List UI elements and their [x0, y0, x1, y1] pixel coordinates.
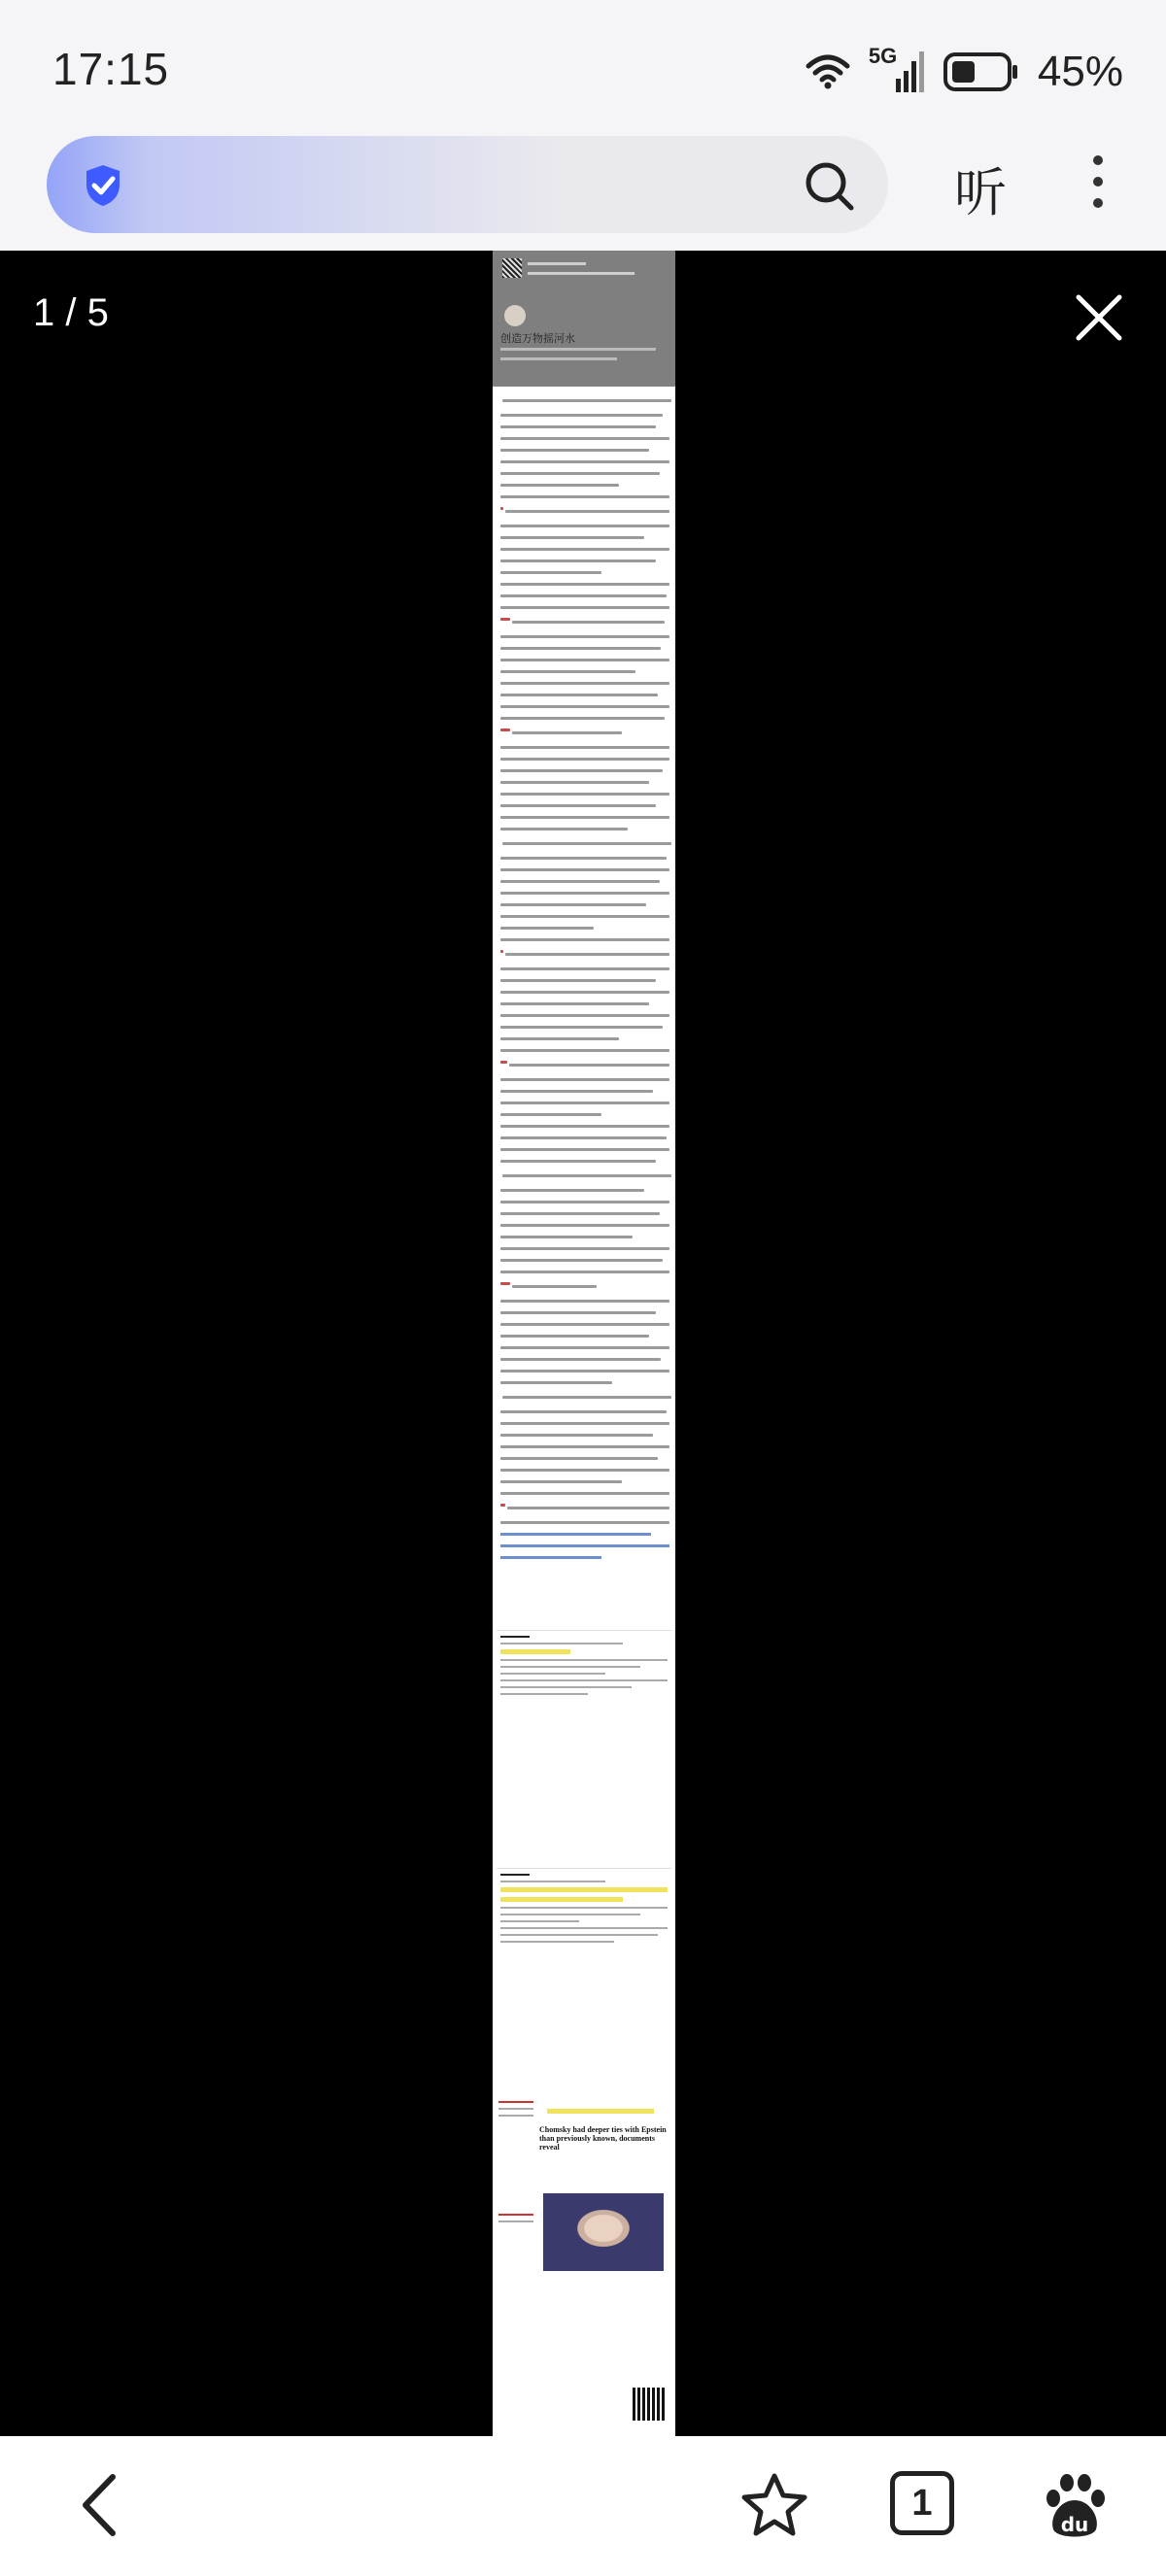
body-text-line: [500, 950, 669, 959]
body-text-line: [500, 525, 669, 527]
document-image-2: [497, 1868, 671, 2052]
body-text-line: [500, 1469, 669, 1472]
body-text-line: [500, 1247, 669, 1250]
body-text-line: [500, 1370, 669, 1373]
body-text-line: [500, 1457, 669, 1460]
cellular-signal-icon: [868, 44, 925, 96]
body-text-line: [500, 1393, 669, 1402]
body-text-line: [500, 1381, 669, 1384]
body-text-line: [500, 839, 669, 848]
body-text-line: [500, 769, 669, 772]
body-text-line: [500, 746, 669, 749]
body-text-line: [500, 979, 669, 982]
body-text-line: [500, 1422, 669, 1425]
body-text-line: [500, 1078, 669, 1081]
body-text-line: [500, 472, 669, 475]
body-text-line: [500, 1259, 669, 1262]
body-text-line: [500, 717, 669, 720]
body-text-line: [500, 705, 669, 708]
body-text-line: [500, 694, 669, 696]
tabs-button[interactable]: [890, 2471, 954, 2535]
body-text-line: [500, 1533, 669, 1536]
tab-count: 1: [911, 2482, 933, 2524]
body-text-line: [500, 828, 669, 830]
body-text-line: [500, 804, 669, 807]
body-text-line: [500, 1002, 669, 1005]
battery-percent: 45%: [1037, 48, 1123, 95]
battery-icon: [943, 51, 1020, 93]
more-vertical-icon[interactable]: [1079, 155, 1117, 214]
body-text-line: [500, 659, 669, 661]
status-bar: [0, 0, 1166, 136]
body-text-line: [500, 1061, 669, 1069]
body-text-line: [500, 868, 669, 871]
body-text-line: [500, 1445, 669, 1448]
star-icon[interactable]: [740, 2471, 808, 2539]
post-title: 创造万物摇河水: [500, 332, 575, 345]
body-text-line: [500, 1113, 669, 1116]
body-text-line: [500, 1480, 669, 1483]
body-text-line: [500, 1282, 669, 1291]
body-text-line: [500, 449, 669, 452]
body-text-line: [500, 1102, 669, 1104]
body-text-line: [500, 758, 669, 761]
article-screenshot: [493, 2096, 675, 2349]
svg-text:du: du: [1060, 2513, 1089, 2536]
body-text-line: [500, 1160, 669, 1163]
network-type: 5G: [868, 44, 898, 68]
body-text-line: [500, 682, 669, 685]
body-text-line: [500, 414, 669, 417]
body-text-line: [500, 1271, 669, 1273]
body-text-line: [500, 1544, 669, 1547]
body-text-line: [500, 1224, 669, 1227]
body-text-line: [500, 460, 669, 463]
body-text-line: [500, 915, 669, 918]
body-text-line: [500, 1521, 669, 1524]
post-body: [500, 396, 669, 1568]
qr-code-icon: [502, 258, 522, 278]
body-text-line: [500, 1090, 669, 1093]
body-text-line: [500, 536, 669, 539]
body-text-line: [500, 437, 669, 440]
body-text-line: [500, 903, 669, 906]
body-text-line: [500, 396, 669, 405]
body-text-line: [500, 507, 669, 516]
body-text-line: [500, 1300, 669, 1303]
avatar: [504, 305, 526, 326]
close-icon[interactable]: [1073, 291, 1125, 344]
body-text-line: [500, 729, 669, 737]
article-headline: Chomsky had deeper ties with Epstein than previously known, documents reveal: [539, 2125, 667, 2152]
body-text-line: [500, 559, 669, 562]
baidu-paw-icon[interactable]: [1040, 2471, 1110, 2541]
body-text-line: [500, 880, 669, 883]
body-text-line: [500, 647, 669, 650]
heart-bullet-icon: [500, 1504, 505, 1507]
body-text-line: [500, 938, 669, 941]
body-text-line: [500, 1335, 669, 1338]
bottom-nav: [0, 2436, 1166, 2576]
body-text-line: [500, 1026, 669, 1029]
body-text-line: [500, 816, 669, 819]
body-text-line: [500, 583, 669, 586]
qr-code: [633, 2388, 666, 2421]
body-text-line: [500, 1189, 669, 1192]
body-text-line: [500, 594, 669, 597]
body-text-line: [500, 991, 669, 994]
heart-bullet-icon: [500, 507, 503, 510]
search-icon[interactable]: [803, 159, 857, 214]
heart-bullet-icon: [500, 618, 510, 621]
body-text-line: [500, 781, 669, 784]
body-text-line: [500, 892, 669, 895]
heart-bullet-icon: [500, 950, 503, 953]
body-text-line: [500, 857, 669, 860]
body-text-line: [500, 1037, 669, 1040]
back-icon[interactable]: [74, 2471, 124, 2539]
body-text-line: [500, 1212, 669, 1215]
wifi-icon: [805, 52, 851, 91]
body-text-line: [500, 670, 669, 673]
heart-bullet-icon: [500, 1282, 510, 1285]
body-text-line: [500, 606, 669, 609]
body-text-line: [500, 967, 669, 970]
shield-check-icon: [84, 163, 122, 208]
status-time: 17:15: [52, 44, 170, 94]
body-text-line: [500, 571, 669, 574]
strip-header: [493, 251, 675, 387]
body-text-line: [500, 548, 669, 551]
body-text-line: [500, 1201, 669, 1203]
body-text-line: [500, 1148, 669, 1151]
page-counter: 1 / 5: [33, 291, 109, 334]
body-text-line: [500, 1014, 669, 1017]
body-text-line: [500, 1358, 669, 1361]
body-text-line: [500, 927, 669, 930]
heart-bullet-icon: [500, 1061, 507, 1064]
body-text-line: [500, 425, 669, 428]
body-text-line: [500, 1311, 669, 1314]
body-text-line: [500, 1171, 669, 1180]
body-text-line: [500, 1323, 669, 1326]
body-text-line: [500, 1346, 669, 1349]
body-text-line: [500, 1492, 669, 1495]
body-text-line: [500, 1556, 669, 1559]
body-text-line: [500, 1434, 669, 1437]
heart-bullet-icon: [500, 729, 510, 731]
address-bar[interactable]: [47, 136, 888, 233]
body-text-line: [500, 1236, 669, 1238]
listen-button[interactable]: 听: [954, 162, 1007, 223]
article-photo: [543, 2193, 664, 2271]
long-screenshot-image[interactable]: [493, 251, 675, 2436]
body-text-line: [500, 495, 669, 498]
body-text-line: [500, 1125, 669, 1128]
document-image-1: [497, 1630, 671, 1795]
body-text-line: [500, 1504, 669, 1512]
body-text-line: [500, 618, 669, 627]
status-icons: [805, 43, 1123, 101]
body-text-line: [500, 484, 669, 487]
body-text-line: [500, 1049, 669, 1052]
body-text-line: [500, 1410, 669, 1413]
body-text-line: [500, 635, 669, 638]
body-text-line: [500, 1136, 669, 1139]
body-text-line: [500, 793, 669, 796]
